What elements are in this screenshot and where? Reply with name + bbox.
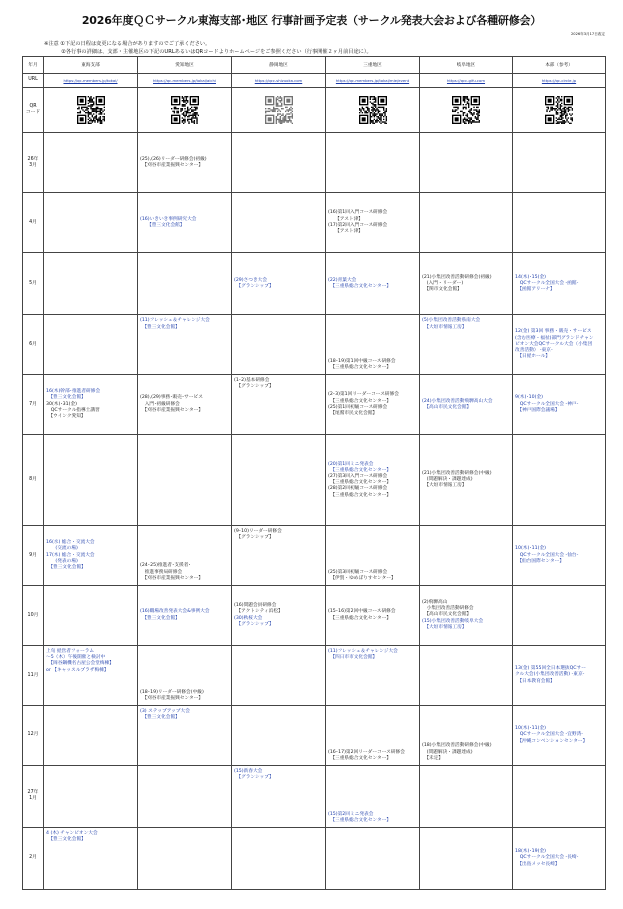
event-block <box>232 253 325 314</box>
event-cell <box>326 646 420 706</box>
event-line: 【刈谷市産業振興センター】 <box>140 407 204 413</box>
event-cell <box>513 646 606 706</box>
event-line: 18(木)･19(金) <box>515 849 546 855</box>
event-block <box>326 359 419 371</box>
event-line: 【グランシップ】 <box>234 384 274 390</box>
event-line: (21)小集団改善活動研修会(中級) <box>422 470 492 476</box>
url-link-tokai[interactable]: https://qc-members.jp/tokai/ <box>44 73 138 87</box>
event-line: (16･17)第2回リーダーコース研修会 <box>328 749 405 755</box>
qr-code-icon[interactable] <box>545 96 573 124</box>
event-cell <box>138 315 232 375</box>
month-row-08 <box>23 435 606 526</box>
event-line: 【豊三文化会館】 <box>140 324 180 330</box>
event-line: 13(金) 第55回全日本選抜QCサー <box>515 666 586 672</box>
event-block <box>232 586 325 645</box>
event-line: QCサークル指導士講習 <box>46 407 100 413</box>
event-line: (28),(29)事務･販売･サービス <box>140 395 203 401</box>
qr-cell-mie <box>326 88 420 133</box>
event-line: (16)いきいき事例研究大会 <box>140 216 197 222</box>
qr-code-icon[interactable] <box>452 96 480 124</box>
header-row <box>23 57 606 74</box>
event-line: (3) ステップアップ大会 <box>140 708 190 714</box>
event-cell <box>138 193 232 253</box>
event-line: 【豊三文化会館】 <box>46 395 86 401</box>
event-line: 【グランシップ】 <box>234 775 274 781</box>
event-cell <box>232 375 326 435</box>
event-line: 【未定】 <box>422 755 444 761</box>
event-line: 入門･初級研修会 <box>140 401 180 407</box>
month-label: 26年 3月 <box>23 133 44 193</box>
event-block <box>138 193 231 252</box>
event-line: QCサークル全国大会 -長崎- <box>515 855 579 861</box>
qr-cell-gifu <box>420 88 513 133</box>
event-block <box>513 253 605 314</box>
event-line: (22)青葉大会 <box>328 277 357 283</box>
event-block <box>420 743 512 762</box>
event-line: (18)小集団改善活動研修会(中級) <box>422 743 492 749</box>
qr-label: QR コード <box>23 88 44 133</box>
event-line: 【神戸国際会議場】 <box>515 407 560 413</box>
event-block <box>44 375 137 434</box>
event-block <box>513 706 605 765</box>
event-cell <box>420 586 513 646</box>
month-row-02 <box>23 827 606 889</box>
event-line: (25)第3回初級コース研修会 <box>328 569 388 575</box>
event-line: (9･10)リーダー研修会 <box>234 529 282 535</box>
event-cell <box>513 827 606 889</box>
event-line: (11)フレッシュ＆チャレンジ大会 <box>140 318 210 324</box>
qr-code-icon[interactable] <box>171 96 199 124</box>
event-line: (15)小集団改善活動岐阜大会 <box>422 618 484 624</box>
event-line: (29)さつき大会 <box>234 277 268 283</box>
month-row-11 <box>23 646 606 706</box>
event-block <box>326 435 419 525</box>
event-line: 【三重県総合文化センター】 <box>328 615 392 621</box>
event-line: 改善活動） -東京- <box>515 347 553 353</box>
event-block <box>420 375 512 434</box>
event-line: 小集団改善活動研修会 <box>422 606 474 612</box>
url-row <box>23 73 606 87</box>
event-line: 【四日市市文化会館】 <box>328 655 378 661</box>
event-line: 【三重県総合文化センター】 <box>328 398 392 404</box>
event-line: (24･25)推進者･支援者･ <box>140 563 191 569</box>
url-link-mie[interactable]: https://qc-members.jp/tokai/mie/event <box>326 73 420 87</box>
month-label: 9月 <box>23 526 44 586</box>
event-line: 【豊三文化会館】 <box>140 715 180 721</box>
event-line: (30)秋桜大会 <box>234 615 263 621</box>
event-line: 【関市文化会館】 <box>422 286 462 292</box>
event-line: 【大垣市情報工房】 <box>422 483 467 489</box>
event-cell <box>513 315 606 375</box>
month-label: 11月 <box>23 646 44 706</box>
event-line: 【三重県総合文化センター】 <box>328 467 392 473</box>
event-cell <box>232 526 326 586</box>
note-1: ※注意 ①下記の日程は変更になる場合がありますのでご了承ください。 <box>44 41 211 47</box>
event-block <box>513 375 605 434</box>
event-block <box>44 831 137 843</box>
qr-code-icon[interactable] <box>359 96 387 124</box>
qr-cell-aichi <box>138 88 232 133</box>
event-line: (1･2)基本研修会 <box>234 378 270 384</box>
month-row-12 <box>23 705 606 765</box>
event-block <box>138 709 231 721</box>
month-row-09 <box>23 526 606 586</box>
event-line: 【グランシップ】 <box>234 283 274 289</box>
event-line: (問題解決・課題達成) <box>422 749 473 755</box>
event-cell <box>44 375 138 435</box>
month-row-04 <box>23 193 606 253</box>
event-line: (25),(26)リーダー研修会(初級) <box>140 156 207 162</box>
event-line: 【大垣市情報工房】 <box>422 324 467 330</box>
qr-cell-shizuoka <box>232 88 326 133</box>
month-row-05 <box>23 253 606 315</box>
event-block <box>326 193 419 252</box>
event-block <box>138 318 231 330</box>
event-cell <box>420 435 513 526</box>
event-line: 推進事務局研修会 <box>140 569 183 575</box>
event-line: 【豊三文化会館】 <box>46 837 86 843</box>
event-cell <box>326 526 420 586</box>
event-line: 【グランシップ】 <box>234 621 274 627</box>
page-title: 2026年度ＱＣサークル東海支部･地区 行事計画予定表（サークル発表大会および各種研修会） <box>81 14 542 27</box>
event-cell <box>420 315 513 375</box>
month-label: 2月 <box>23 827 44 889</box>
event-line: (5)小集団改善活動県南大会 <box>422 318 481 324</box>
event-block <box>326 253 419 314</box>
event-line: (17)第2回入門コース研修会 <box>328 222 388 228</box>
event-line: 【アスト津】 <box>328 216 363 222</box>
event-cell <box>232 765 326 827</box>
event-block <box>138 133 231 192</box>
event-line: QCサークル全国大会 -函館- <box>515 280 579 286</box>
event-line: 【三重県総合文化センター】 <box>328 365 392 371</box>
event-block <box>326 586 419 645</box>
event-block <box>420 253 512 314</box>
revision-date: 2026年3月17日改定 <box>571 32 605 36</box>
month-label: 6月 <box>23 315 44 375</box>
header-tokai: 東海支部 <box>44 57 138 74</box>
event-cell <box>420 375 513 435</box>
event-line: 14(木)･15(金) <box>515 274 546 280</box>
event-line: 【ウインク愛知】 <box>46 414 86 420</box>
event-cell <box>44 827 138 889</box>
event-block <box>138 375 231 434</box>
event-block <box>326 812 419 824</box>
schedule-table <box>22 56 606 890</box>
event-line: 【三重県総合文化センター】 <box>328 817 392 823</box>
event-cell <box>232 253 326 315</box>
event-line: QCサークル全国大会 -神戸- <box>515 401 579 407</box>
event-line: 【三重県総合文化センター】 <box>328 492 392 498</box>
event-line: (入門・リーダー) <box>422 280 464 286</box>
event-cell <box>44 646 138 706</box>
event-line: 【アクトシティ浜松】 <box>234 609 283 615</box>
event-line: 30(木)･31(金) <box>46 401 77 407</box>
note-2: ②各行事の詳細は、支部・主催地区の下記のURLあるいはQRコードよりホームページをご参照ください（行事開催２ヶ月前目途に）。 <box>44 49 372 55</box>
month-label: 10月 <box>23 586 44 646</box>
qr-code-icon[interactable] <box>265 96 293 124</box>
event-line: (2)飛騨高山 <box>422 600 448 606</box>
url-link-gifu[interactable]: https://qcc-gifu.com <box>420 73 513 87</box>
month-row-06 <box>23 315 606 375</box>
event-line: 10(木)･11(金) <box>515 726 546 732</box>
header-gifu: 岐阜地区 <box>420 57 513 74</box>
month-label: 5月 <box>23 253 44 315</box>
event-line: (25)第1回初級コース研修会 <box>328 404 388 410</box>
event-line: (18･19)第1回中級コース研修会 <box>328 358 396 364</box>
event-cell <box>420 705 513 765</box>
event-cell <box>138 586 232 646</box>
event-line: (16)問題会員研修会 <box>234 603 277 609</box>
event-block <box>138 563 231 582</box>
event-line: (16)職場改善発表大会&事例大会 <box>140 609 210 615</box>
event-line: 16(水) 総合・交流大会 <box>46 540 95 546</box>
event-block <box>420 435 512 525</box>
event-cell <box>326 765 420 827</box>
header-aichi: 愛知地区 <box>138 57 232 74</box>
event-line: (発表の場) <box>46 558 78 564</box>
event-block <box>513 526 605 585</box>
event-block <box>232 769 325 781</box>
event-line: (11)フレッシュ＆チャレンジ大会 <box>328 649 398 655</box>
event-line: 【岡谷鋼機名古屋公会堂梅棟】 <box>46 661 114 667</box>
qr-cell-hq <box>513 88 606 133</box>
event-cell <box>513 375 606 435</box>
month-row-2701 <box>23 765 606 827</box>
event-line: (交流の場) <box>46 546 78 552</box>
event-line: 【伊賀・ゆめぽりすセンター】 <box>328 575 396 581</box>
event-block <box>513 646 605 705</box>
event-cell <box>326 705 420 765</box>
event-cell <box>138 375 232 435</box>
event-line: 【三重県総合文化センター】 <box>328 480 392 486</box>
event-block <box>232 378 325 390</box>
event-block <box>138 586 231 645</box>
event-line: (21)小集団改善活動研修会(初級) <box>422 274 492 280</box>
event-block <box>513 315 605 374</box>
event-cell <box>420 253 513 315</box>
qr-row <box>23 88 606 133</box>
header-hq: 本部（参考） <box>513 57 606 74</box>
event-line: (20)第1回ミニ発表会 <box>328 461 374 467</box>
qr-cell-tokai <box>44 88 138 133</box>
month-label: 4月 <box>23 193 44 253</box>
event-line: (15･16)第2回中級コース研修会 <box>328 609 396 615</box>
event-line: 【アスト津】 <box>328 229 363 235</box>
event-block <box>326 570 419 582</box>
qr-code-icon[interactable] <box>77 96 105 124</box>
event-line: 【大垣市情報工房】 <box>422 624 467 630</box>
event-block <box>513 828 605 889</box>
event-block <box>44 526 137 585</box>
event-line: 【尾鷲市民文化会館】 <box>328 410 378 416</box>
event-cell <box>326 253 420 315</box>
event-line: QCサークル全国大会 -仙台- <box>515 552 579 558</box>
event-cell <box>232 586 326 646</box>
event-line: 【豊三文化会館】 <box>140 615 180 621</box>
event-cell <box>138 646 232 706</box>
month-row-07 <box>23 375 606 435</box>
event-line: or 【キャッスルプラザ梅棟】 <box>46 667 109 673</box>
event-line: 12(金) 第3回 事務・販売・サービス <box>515 329 592 335</box>
event-block <box>138 690 231 702</box>
event-line: 4 (木) チャンピオン大会 <box>46 830 98 836</box>
event-line: (16)第1回入門コース研修会 <box>328 210 388 216</box>
event-line: 16(木)幹部･推進者研修会 <box>46 389 101 395</box>
event-line: 9(木)･10(金) <box>515 395 543 401</box>
month-row-2603 <box>23 133 606 193</box>
event-block <box>44 649 137 674</box>
event-line: (28)第2回初級コース研修会 <box>328 486 388 492</box>
event-line: 17(木) 総合・交流大会 <box>46 552 95 558</box>
month-label: 8月 <box>23 435 44 526</box>
event-line: 10(木)･11(金) <box>515 546 546 552</box>
event-line: 【刈谷市産業振興センター】 <box>140 162 204 168</box>
event-line: 【グランシップ】 <box>234 535 274 541</box>
event-line: 【高山市民文化会館】 <box>422 612 472 618</box>
event-block <box>420 586 512 645</box>
event-line: (27)第3回入門コース研修会 <box>328 473 388 479</box>
url-link-shizuoka[interactable]: https://qcc-shizuoka.com <box>232 73 326 87</box>
event-line: 【刈谷市産業振興センター】 <box>140 575 204 581</box>
event-cell <box>513 526 606 586</box>
month-label: 12月 <box>23 705 44 765</box>
event-cell <box>138 133 232 193</box>
month-label: 27年 1月 <box>23 765 44 827</box>
event-cell <box>138 705 232 765</box>
url-link-aichi[interactable]: https://qc-members.jp/tokai/aichi <box>138 73 232 87</box>
event-line: (2･3)第1回リーダーコース研修会 <box>328 392 399 398</box>
event-line: クル大会(小集団改善活動) -東京- <box>515 672 585 678</box>
event-line: 【日経ホール】 <box>515 354 551 360</box>
header-shizuoka: 静岡地区 <box>232 57 326 74</box>
event-line: ～5（木）午後開催と検討中 <box>46 655 106 661</box>
notes <box>44 40 372 56</box>
event-block <box>326 375 419 434</box>
event-cell <box>513 705 606 765</box>
event-block <box>326 649 419 661</box>
event-line: (問題解決・課題達成) <box>422 477 473 483</box>
event-cell <box>513 253 606 315</box>
event-line: 【高山市民文化会館】 <box>422 404 472 410</box>
event-cell <box>326 435 420 526</box>
event-line: 【豊三文化会館】 <box>46 564 86 570</box>
event-cell <box>326 315 420 375</box>
event-line: 【刈谷市産業振興センター】 <box>140 695 204 701</box>
event-line: 【三重県総合文化センター】 <box>328 283 392 289</box>
event-line: (15)新春大会 <box>234 768 263 774</box>
url-label: URL <box>23 73 44 87</box>
event-line: 上旬 経営者フォーラム <box>46 649 95 655</box>
event-line: 【日本教育会館】 <box>515 678 555 684</box>
event-line: ピオン大会QCサークル大会（小集団 <box>515 341 593 347</box>
event-line: 【豊三文化会館】 <box>140 222 185 228</box>
event-block <box>326 750 419 762</box>
month-label: 7月 <box>23 375 44 435</box>
event-line: (15)第2回ミニ発表会 <box>328 811 374 817</box>
event-cell <box>44 526 138 586</box>
event-line: 【沖縄コンベンションセンター】 <box>515 738 588 744</box>
event-cell <box>326 586 420 646</box>
event-line: 【函館アリーナ】 <box>515 286 555 292</box>
event-block <box>232 529 325 541</box>
event-line: 【三重県総合文化センター】 <box>328 755 392 761</box>
header-mie: 三重地区 <box>326 57 420 74</box>
event-line: (含む医療・福祉)部門グランドチャン <box>515 335 594 341</box>
event-block <box>420 318 512 330</box>
event-line: 【仙台国際センター】 <box>515 558 565 564</box>
event-line: (24)小集団改善活動飛騨高山大会 <box>422 398 493 404</box>
url-link-hq[interactable]: https://qc-circle.jp <box>513 73 606 87</box>
header-month: 年月 <box>23 57 44 74</box>
event-line: (18･19)リーダー研修会(中級) <box>140 689 204 695</box>
event-cell <box>326 193 420 253</box>
event-cell <box>326 375 420 435</box>
month-row-10 <box>23 586 606 646</box>
event-line: 【出島メッセ長崎】 <box>515 861 560 867</box>
event-cell <box>138 526 232 586</box>
event-line: QCサークル全国大会 -宜野湾- <box>515 732 583 738</box>
